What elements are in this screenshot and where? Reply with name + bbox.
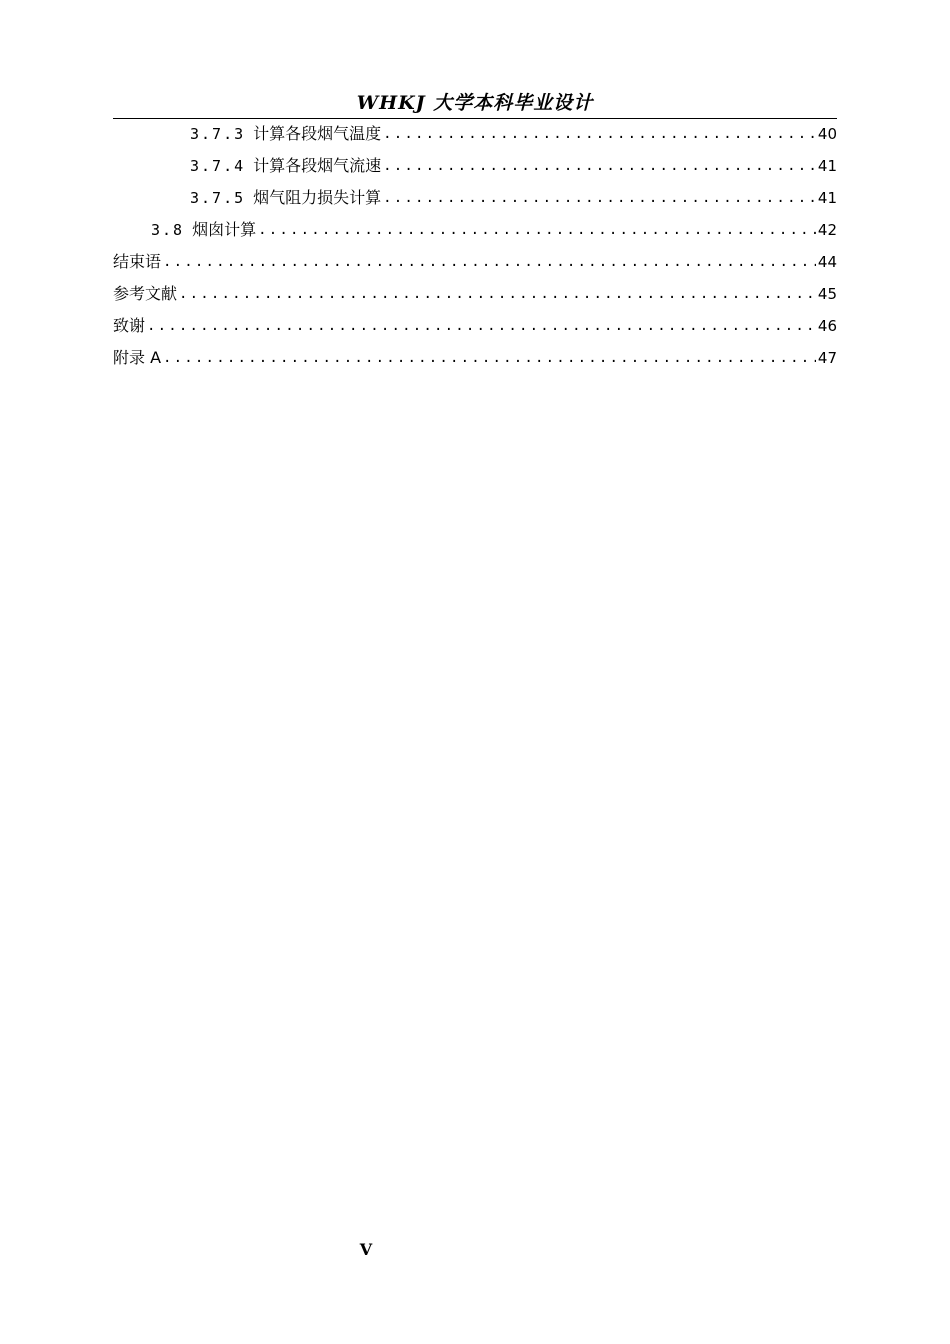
toc-dot-leader (383, 150, 816, 182)
toc-entry-page: 46 (817, 317, 837, 335)
toc-entry-page: 41 (817, 189, 837, 207)
toc-entry-title: 参考文献 (113, 284, 178, 303)
toc-entry-title: 计算各段烟气温度 (253, 124, 382, 143)
table-of-contents (113, 118, 837, 374)
toc-entry[interactable] (113, 118, 837, 150)
page-header (113, 88, 837, 119)
toc-dot-leader (147, 310, 816, 342)
toc-dot-leader (163, 342, 816, 374)
toc-entry[interactable] (113, 150, 837, 182)
toc-entry-number: 3.7.5 (190, 189, 246, 207)
toc-entry-title: 烟气阻力损失计算 (253, 188, 382, 207)
toc-dot-leader (383, 182, 816, 214)
toc-entry-number: 3.8 (151, 221, 185, 239)
toc-entry-page: 45 (817, 285, 837, 303)
toc-entry-title: 计算各段烟气流速 (253, 156, 382, 175)
toc-entry-title: 附录 A (113, 348, 162, 367)
toc-dot-leader (179, 278, 816, 310)
toc-entry-title: 烟囱计算 (192, 220, 257, 239)
toc-dot-leader (258, 214, 816, 246)
toc-entry[interactable] (113, 278, 837, 310)
toc-entry[interactable] (113, 182, 837, 214)
toc-entry[interactable] (113, 214, 837, 246)
toc-entry-title: 结束语 (113, 252, 162, 271)
toc-dot-leader (163, 246, 816, 278)
toc-entry-number: 3.7.4 (190, 157, 246, 175)
toc-dot-leader (383, 118, 816, 150)
toc-entry-page: 41 (817, 157, 837, 175)
page-number: V (359, 1240, 373, 1259)
toc-entry-number: 3.7.3 (190, 125, 246, 143)
toc-entry-title: 致谢 (113, 316, 146, 335)
toc-entry-page: 47 (817, 349, 837, 367)
toc-entry-page: 42 (817, 221, 837, 239)
toc-entry[interactable] (113, 342, 837, 374)
header-title: WHKJ 大学本科毕业设计 (356, 92, 594, 114)
toc-entry[interactable] (113, 246, 837, 278)
toc-entry[interactable] (113, 310, 837, 342)
toc-entry-page: 40 (817, 125, 837, 143)
toc-entry-page: 44 (817, 253, 837, 271)
